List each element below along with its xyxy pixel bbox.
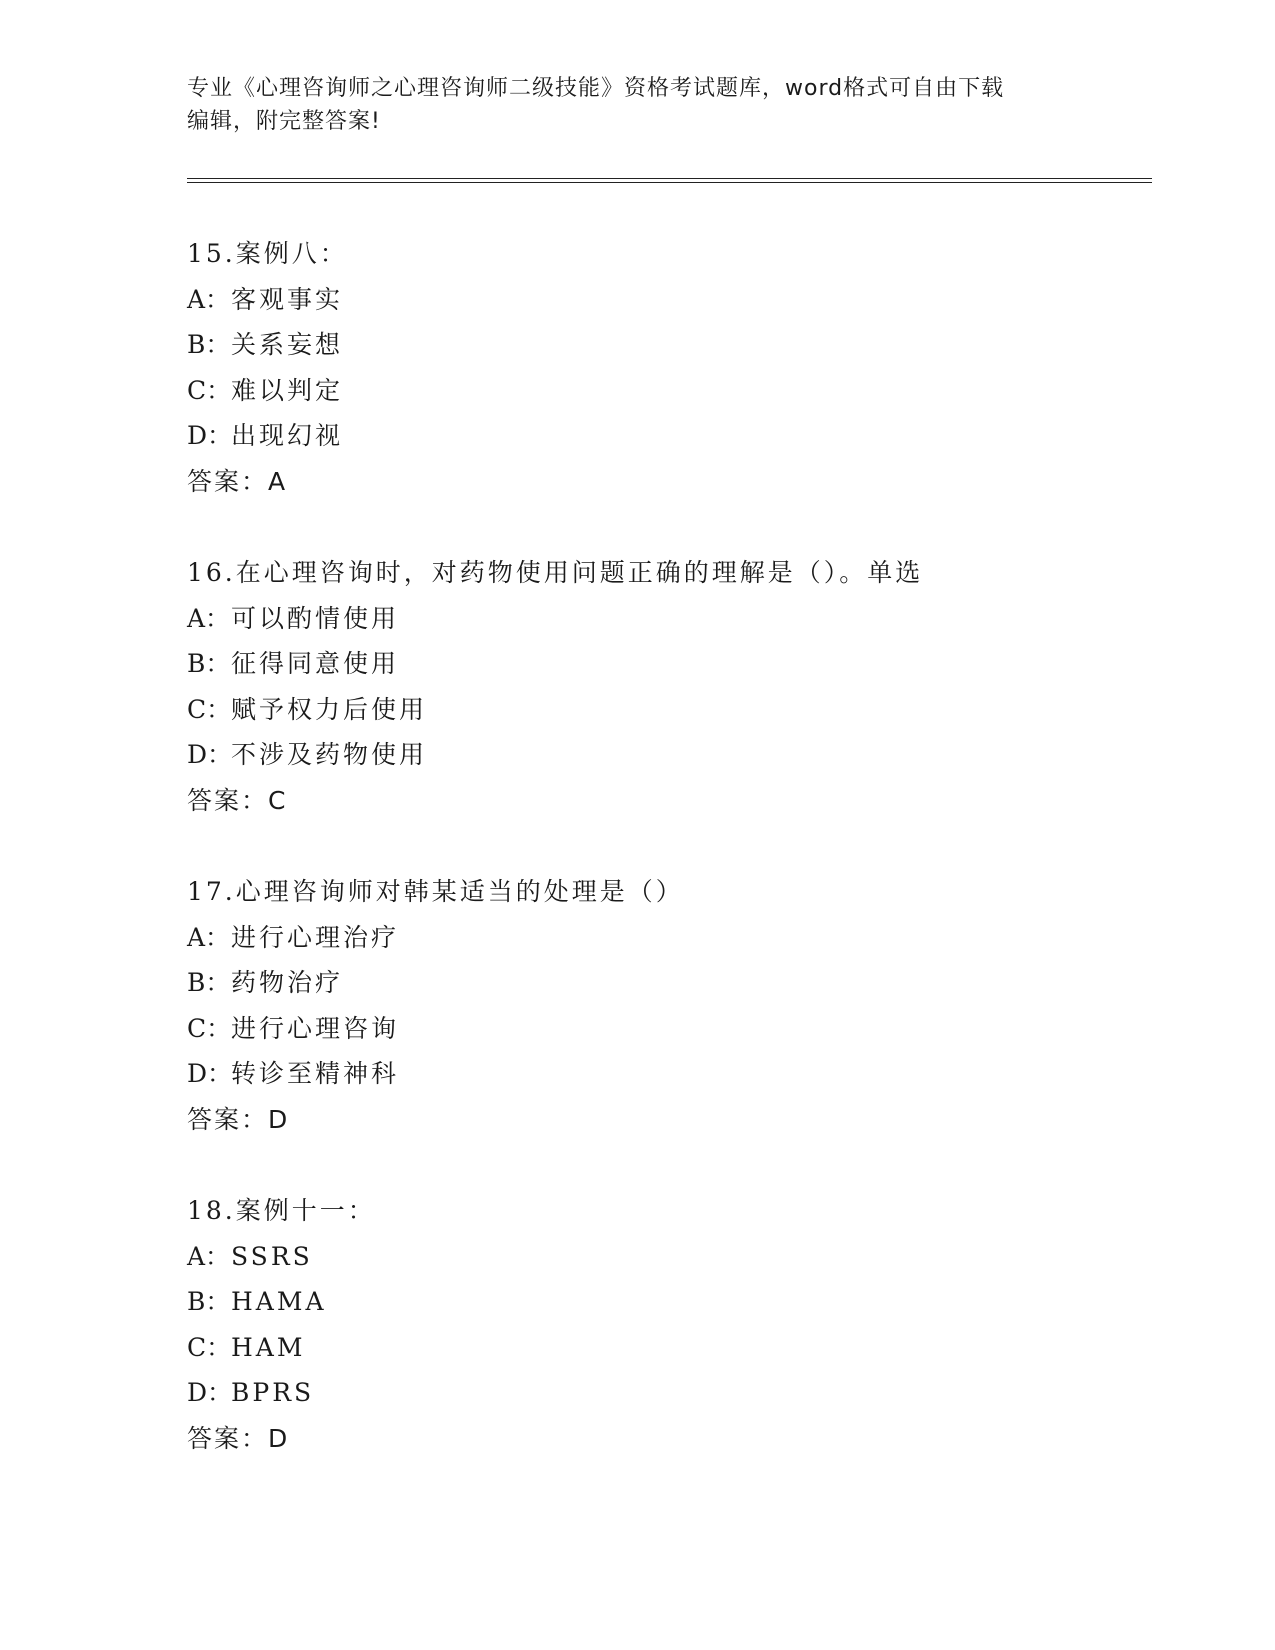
answer: 答案：D (187, 1423, 290, 1453)
option-key: D： (187, 421, 233, 450)
option-key: D： (187, 1059, 233, 1088)
question-block (187, 231, 1147, 504)
option-b (187, 322, 1147, 368)
option-key: D： (187, 740, 233, 769)
option-text: 出现幻视 (231, 421, 344, 450)
option-text: 不涉及药物使用 (231, 740, 428, 769)
option-d (187, 1051, 1147, 1097)
question-title: 15.案例八： (187, 239, 348, 268)
option-c (187, 1325, 1147, 1371)
header-line-2: 编辑，附完整答案! (187, 109, 381, 134)
option-c (187, 1006, 1147, 1052)
question-block (187, 550, 1147, 823)
question-block (187, 1188, 1147, 1461)
option-d (187, 732, 1147, 778)
option-key: B： (187, 330, 231, 359)
option-text: 药物治疗 (231, 968, 344, 997)
option-text: HAM (231, 1332, 306, 1362)
header-divider-top (187, 178, 1152, 179)
option-key: C： (187, 694, 232, 724)
option-text: SSRS (231, 1241, 313, 1271)
option-key: C： (187, 1013, 232, 1043)
option-text: 可以酌情使用 (231, 603, 400, 633)
option-key: A： (187, 1241, 231, 1271)
option-key: A： (187, 603, 231, 633)
option-key: A： (187, 922, 231, 952)
option-d (187, 1370, 1147, 1416)
option-text: 进行心理治疗 (231, 922, 400, 952)
option-text: BPRS (231, 1378, 315, 1407)
document-header (187, 72, 1067, 138)
option-a (187, 596, 1147, 642)
header-line-1: 专业《心理咨询师之心理咨询师二级技能》资格考试题库，word格式可自由下载 (187, 76, 1005, 101)
option-text: 客观事实 (231, 284, 344, 314)
option-a (187, 1234, 1147, 1280)
option-text: 征得同意使用 (231, 649, 400, 678)
question-title: 17.心理咨询师对韩某适当的处理是（） (187, 877, 684, 906)
option-key: C： (187, 375, 232, 405)
answer: 答案：A (187, 466, 288, 496)
header-divider-bottom (187, 182, 1152, 183)
option-c (187, 687, 1147, 733)
option-c (187, 368, 1147, 414)
option-text: 赋予权力后使用 (231, 694, 428, 724)
option-b (187, 960, 1147, 1006)
option-text: 转诊至精神科 (231, 1059, 400, 1088)
option-b (187, 1279, 1147, 1325)
option-b (187, 641, 1147, 687)
option-a (187, 915, 1147, 961)
option-key: D： (187, 1378, 233, 1407)
option-text: 进行心理咨询 (231, 1013, 400, 1043)
option-key: C： (187, 1332, 232, 1362)
option-key: A： (187, 284, 231, 314)
option-text: 难以判定 (231, 375, 344, 405)
option-text: 关系妄想 (231, 330, 344, 359)
option-key: B： (187, 1287, 231, 1316)
option-text: HAMA (231, 1287, 327, 1316)
option-d (187, 413, 1147, 459)
option-key: B： (187, 968, 231, 997)
option-a (187, 277, 1147, 323)
question-block (187, 869, 1147, 1142)
answer: 答案：D (187, 1104, 290, 1134)
question-title: 16.在心理咨询时，对药物使用问题正确的理解是（）。单选 (187, 558, 924, 587)
option-key: B： (187, 649, 231, 678)
answer: 答案：C (187, 785, 288, 815)
question-title: 18.案例十一： (187, 1196, 376, 1225)
